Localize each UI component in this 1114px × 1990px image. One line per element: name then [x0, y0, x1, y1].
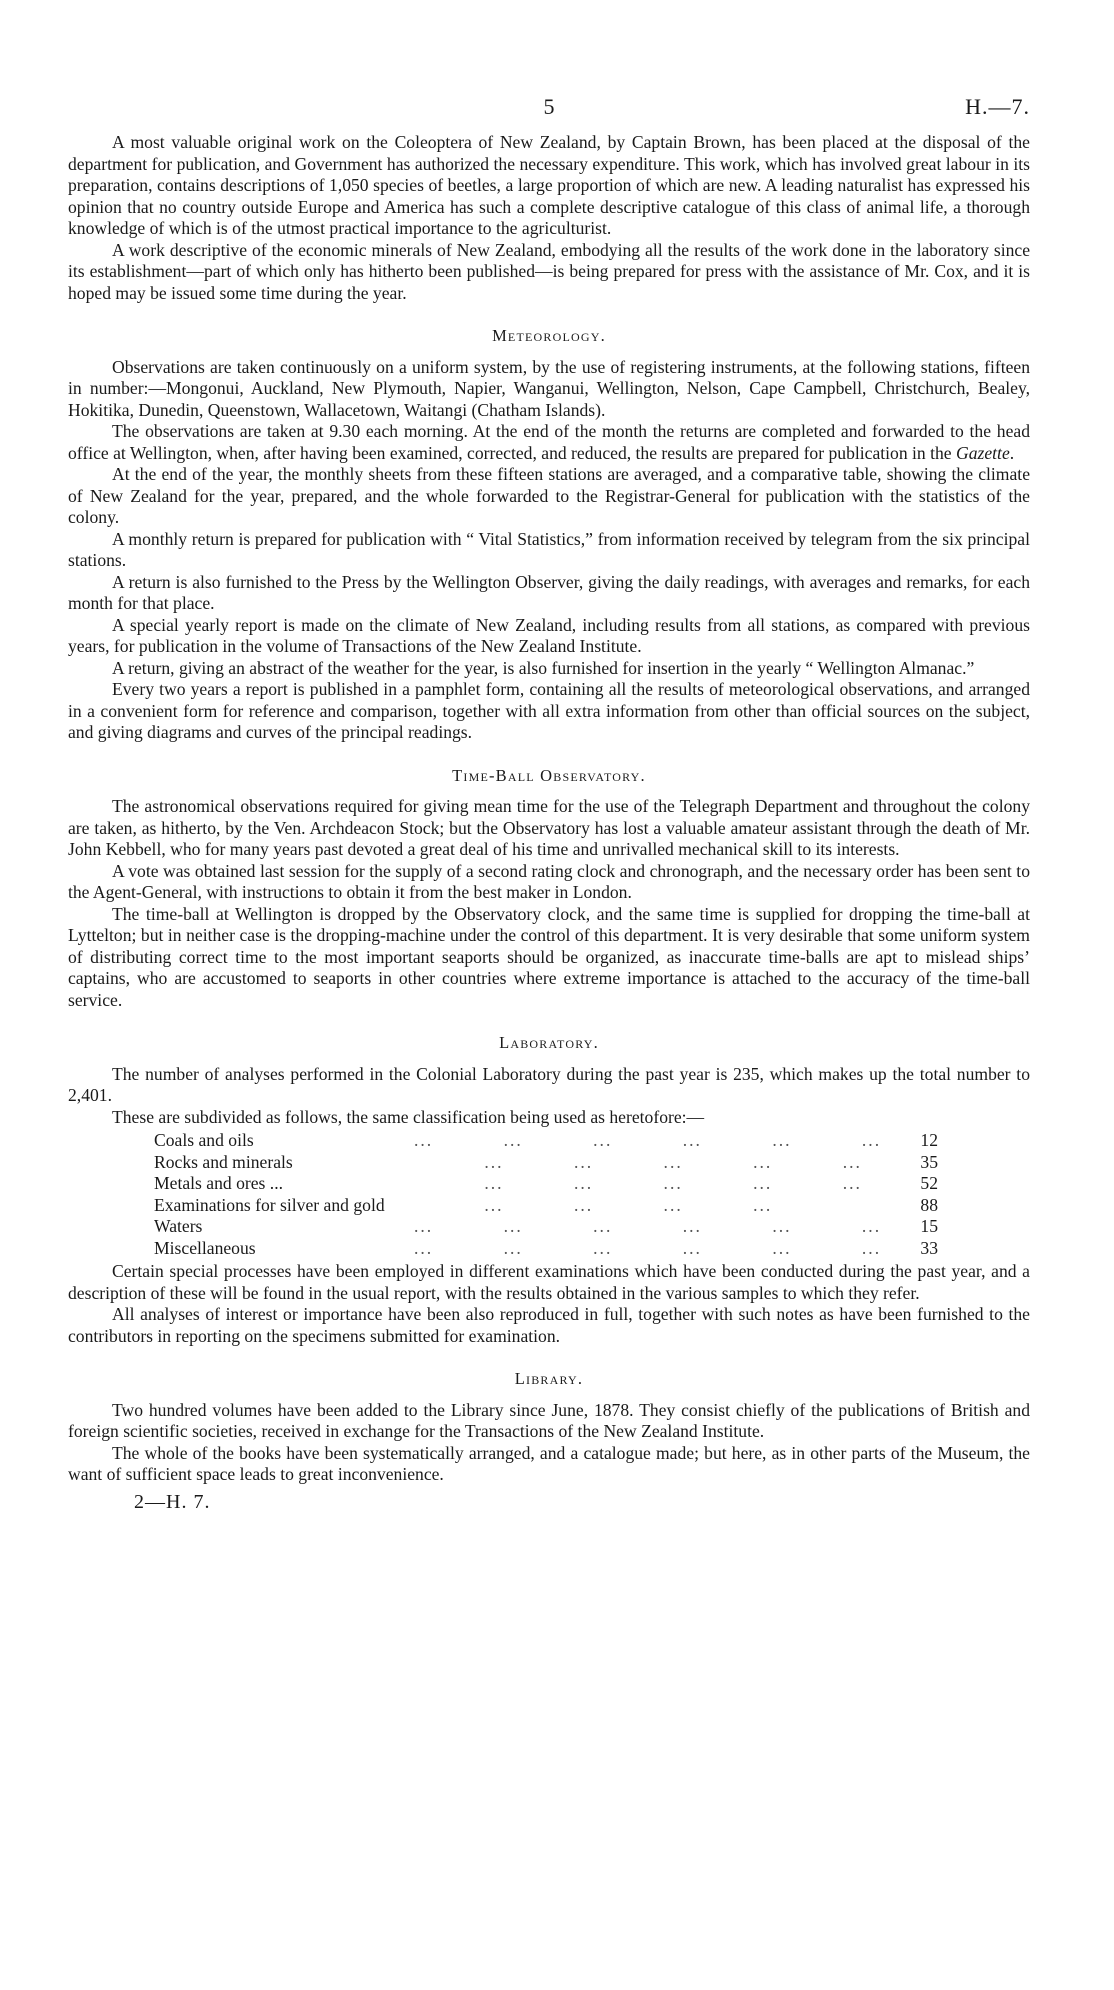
- leader-dots: ... ... ... ... ... ...: [414, 1130, 882, 1150]
- paragraph: A special yearly report is made on the climate of New Zealand, including results from all stations, as compared with previous years, for publication in the volume of Transactions of the New Zealand Institute.: [68, 614, 1030, 656]
- document-code: H.—7.: [965, 94, 1030, 119]
- analysis-category: Examinations for silver and gold: [154, 1194, 385, 1215]
- analyses-table-body: [154, 1130, 938, 1259]
- table-row: [154, 1152, 938, 1174]
- paragraph: A return, giving an abstract of the weather for the year, is also furnished for insertion in the yearly “ Wellington Almanac.”: [112, 657, 975, 678]
- paragraph: A monthly return is prepared for publication with “ Vital Statistics,” from information received by telegram from the six principal stations.: [68, 528, 1030, 570]
- intro-section: [68, 132, 1030, 304]
- paragraph: All analyses of interest or importance have been also reproduced in full, together with such notes as have been furnished to the contributors in reporting on the specimens submitted for examination.: [68, 1304, 1030, 1346]
- paragraph: Every two years a report is published in a pamphlet form, containing all the results of meteorological observations, and arranged in a convenient form for reference and comparison, together with all extra information from other than official sources on the subject, and giving diagrams and curves of the principal readings.: [68, 679, 1030, 742]
- leader-dots: ... ... ... ... ... ...: [414, 1237, 882, 1258]
- meteorology-section: [68, 325, 1030, 744]
- section-heading: Laboratory.: [499, 1033, 599, 1052]
- text-run: The observations are taken at 9.30 each morning. At the end of the month the returns are completed and forwarded to the head office at Wellington, when, after having been examined, corrected, and reduced, the results are prepared for publication in the: [68, 421, 1030, 463]
- time-ball-section: [68, 765, 1030, 1012]
- analysis-category: Rocks and minerals: [154, 1151, 293, 1172]
- page-header: [68, 96, 1030, 126]
- paragraph: The number of analyses performed in the Colonial Laboratory during the past year is 235, which makes up the total number to 2,401.: [68, 1063, 1030, 1105]
- section-heading: Meteorology.: [492, 326, 606, 345]
- laboratory-section: [68, 1032, 1030, 1347]
- page-number: 5: [543, 94, 555, 119]
- analysis-category: Coals and oils: [154, 1130, 254, 1150]
- paragraph: At the end of the year, the monthly sheets from these fifteen stations are averaged, and a comparative table, showing the climate of New Zealand for the year, prepared, and the whole forwarded to the Registrar-General for publication with the statistics of the colony.: [68, 464, 1030, 527]
- document-page: [68, 96, 1030, 1513]
- leader-dots: ... ... ... ... ...: [414, 1151, 862, 1172]
- paragraph: Certain special processes have been employed in different examinations which have been conducted during the past year, and a description of these will be found in the usual report, with the results obtained in the various samples to which they refer.: [68, 1261, 1030, 1303]
- leader-dots: ... ... ... ... ...: [414, 1173, 862, 1193]
- paragraph: Two hundred volumes have been added to the Library since June, 1878. They consist chiefly of the publications of British and foreign scientific societies, received in exchange for the Transactions of the New Zealand Institute.: [68, 1399, 1030, 1441]
- leader-dots: ... ... ... ... ... ...: [414, 1216, 882, 1236]
- section-heading: Time-Ball Observatory.: [452, 765, 646, 785]
- paragraph: A work descriptive of the economic minerals of New Zealand, embodying all the results of the work done in the laboratory since its establishment—part of which only has hitherto been published—is being prepared for press with the assistance of Mr. Cox, and it is hoped may be issued some time during the year.: [68, 239, 1030, 303]
- analysis-category: Metals and ores ...: [154, 1173, 283, 1193]
- paragraph: The time-ball at Wellington is dropped by the Observatory clock, and the same time is supplied for dropping the time-ball at Lyttelton; but in neither case is the dropping-machine under the control of this department. It is very desirable that some uniform system of distributing correct time to the most important seaports should be organized, as inaccurate time-balls are apt to mislead ships’ captains, who are accustomed to seaports in other countries where extreme importance is attached to the accuracy of the time-ball service.: [68, 903, 1030, 1010]
- paragraph: The astronomical observations required for giving mean time for the use of the Telegraph Department and throughout the colony are taken, as hitherto, by the Ven. Archdeacon Stock; but the Observatory has lost a valuable amateur assistant through the death of Mr. John Kebbell, who for many years past devoted a great deal of his time and unrivalled mechanical skill to its interests.: [68, 796, 1030, 859]
- analysis-count: 15: [920, 1216, 938, 1236]
- text-run: .: [1009, 442, 1015, 463]
- leader-dots: ... ... ... ...: [414, 1194, 773, 1215]
- analyses-table: [154, 1130, 938, 1259]
- paragraph: The whole of the books have been systematically arranged, and a catalogue made; but here, as in other parts of the Museum, the want of sufficient space leads to great inconvenience.: [68, 1442, 1030, 1484]
- table-row: [154, 1195, 938, 1217]
- table-row: [154, 1238, 938, 1260]
- paragraph: Observations are taken continuously on a uniform system, by the use of registering instruments, at the following stations, fifteen in number:—Mongonui, Auckland, New Plymouth, Napier, Wanganui, Wellington, Nelson, Cape Campbell, Christchurch, Bealey, Hokitika, Dunedin, Queenstown, Wallacetown, Waitangi (Chatham Islands).: [68, 356, 1030, 420]
- paragraph: [68, 421, 1030, 464]
- table-row: [154, 1130, 938, 1152]
- table-row: [154, 1173, 938, 1195]
- analysis-count: 52: [920, 1173, 938, 1193]
- paragraph: A return is also furnished to the Press by the Wellington Observer, giving the daily readings, with averages and remarks, for each month for that place.: [68, 571, 1030, 613]
- library-section: [68, 1368, 1030, 1486]
- analysis-category: Miscellaneous: [154, 1237, 256, 1258]
- paragraph: A most valuable original work on the Coleoptera of New Zealand, by Captain Brown, has been placed at the disposal of the department for publication, and Government has authorized the necessary expenditure. This work, which has involved great labour in its preparation, contains descriptions of 1,050 species of beetles, a large proportion of which are new. A leading naturalist has expressed his opinion that no country outside Europe and America has such a complete descriptive catalogue of this class of animal life, a thorough knowledge of which is of the utmost practical importance to the agriculturist.: [68, 132, 1030, 238]
- paragraph: These are subdivided as follows, the same classification being used as heretofore:—: [112, 1106, 705, 1127]
- table-row: [154, 1216, 938, 1238]
- analysis-count: 35: [920, 1151, 938, 1172]
- paragraph: A vote was obtained last session for the supply of a second rating clock and chronograph, and the necessary order has been sent to the Agent-General, with instructions to obtain it from the best maker in London.: [68, 860, 1030, 902]
- analysis-count: 33: [920, 1237, 938, 1258]
- signature-mark: 2—H. 7.: [134, 1490, 211, 1513]
- section-heading: Library.: [514, 1369, 584, 1388]
- italic-text: Gazette: [956, 442, 1010, 463]
- analysis-category: Waters: [154, 1216, 203, 1236]
- analysis-count: 12: [920, 1130, 938, 1150]
- analysis-count: 88: [920, 1194, 938, 1215]
